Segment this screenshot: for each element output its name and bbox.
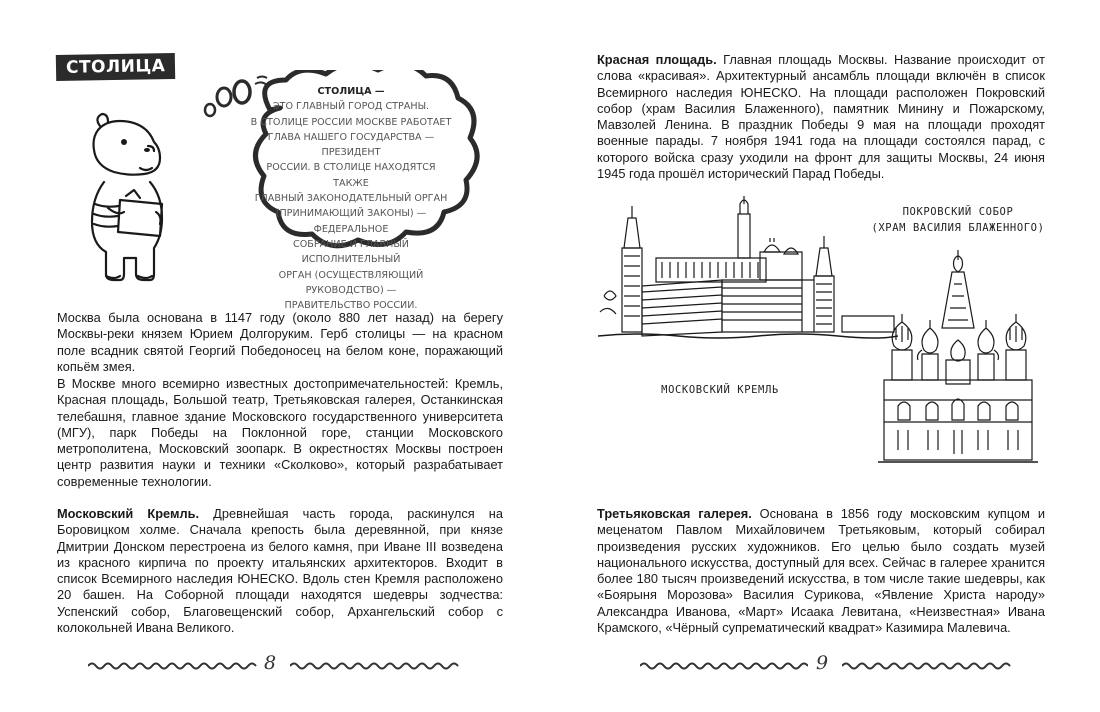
bubble-line: (ПРИНИМАЮЩИЙ ЗАКОНЫ) — ФЕДЕРАЛЬНОЕ <box>275 208 427 235</box>
cathedral-caption-title: ПОКРОВСКИЙ СОБОР <box>902 206 1014 218</box>
section-tag: СТОЛИЦА <box>56 53 176 81</box>
moscow-founding-paragraph: Москва была основана в 1147 году (около 880 лет назад) на берегу Москвы-реки князем Юрием Долгоруким. Герб столицы — на красном поле всадник святой Георгий Победоносец на белом коне, поражающий копьём змея. <box>57 310 503 374</box>
right-page <box>550 0 1100 712</box>
kremlin-caption: МОСКОВСКИЙ КРЕМЛЬ <box>661 384 779 396</box>
bubble-line: ПРАВИТЕЛЬСТВО РОССИИ. <box>284 300 418 312</box>
footer-wave-right-2 <box>842 655 1012 677</box>
kremlin-paragraph <box>57 506 503 636</box>
landmarks-paragraph: В Москве много всемирно известных достопримечательностей: Кремль, Красная площадь, Большой театр, Третьяковская галерея, Останкинская телебашня, главное здание Московского государственного университета (МГУ), парк Победы на Поклонной горе, станции Московского метрополитена, Московский зоопарк. В окрестностях Москвы построен центр развития науки и техники «Сколково», который разрабатывает современные технологии. <box>57 376 503 489</box>
page-number: 8 <box>264 652 277 674</box>
footer-wave-left <box>88 655 258 677</box>
kremlin-illustration <box>598 196 898 346</box>
bubble-title: СТОЛИЦА — <box>317 86 385 97</box>
bubble-line: ОРГАН (ОСУЩЕСТВЛЯЮЩИЙ <box>278 269 424 281</box>
bubble-line: ГЛАВА НАШЕГО ГОСУДАРСТВА — ПРЕЗИДЕНТ <box>267 131 435 159</box>
cathedral-caption-subtitle: (ХРАМ ВАСИЛИЯ БЛАЖЕННОГО) <box>871 222 1045 234</box>
tretyakov-paragraph <box>597 506 1045 636</box>
tretyakov-text: Основана в 1856 году московским купцом и меценатом Павлом Михайловичем Третьяковым, который собирал произведения русских художников. Его целью было создать музей национального искусства, доступный для всех. Сейчас в галерее хранится более 180 тысяч произведений искусства, в том числе такие шедевры, как «Боярыня Морозова» Василия Сурикова, «Явление Христа народу» Александра Иванова, «Март» Исаака Левитана, «Неизвестная» Ивана Крамского, «Чёрный супрематический квадрат» Казимира Малевича. <box>597 506 1045 636</box>
cathedral-illustration <box>878 250 1038 470</box>
footer-wave-right <box>640 655 808 677</box>
red-square-heading: Красная площадь. <box>597 52 717 67</box>
bubble-line: ГЛАВНЫЙ ЗАКОНОДАТЕЛЬНЫЙ ОРГАН <box>254 193 448 205</box>
tretyakov-heading: Третьяковская галерея. <box>597 506 752 521</box>
red-square-paragraph <box>597 52 1045 182</box>
kremlin-heading: Московский Кремль. <box>57 506 200 521</box>
bubble-line: СОБРАНИЕ И ГЛАВНЫЙ ИСПОЛНИТЕЛЬНЫЙ <box>293 238 409 266</box>
page-number: 9 <box>816 652 829 674</box>
footer-wave-left-2 <box>290 655 460 677</box>
bubble-line: В СТОЛИЦЕ РОССИИ МОСКВЕ РАБОТАЕТ <box>250 116 452 128</box>
bubble-line: РОССИИ. В СТОЛИЦЕ НАХОДЯТСЯ ТАКЖЕ <box>266 162 436 189</box>
bubble-line: ЭТО ГЛАВНЫЙ ГОРОД СТРАНЫ. <box>272 101 430 113</box>
red-square-text: Главная площадь Москвы. Название происходит от слова «красивая». Архитектурный ансамбль площади включён в список Всемирного наследия ЮНЕСКО. На площади расположен Покровский собор (храм Василия Блаженного), памятник Минину и Пожарскому, Мавзолей Ленина. В праздник Победы 9 мая на площади проходят военные парады. 7 ноября 1941 года на площади состоялся парад, с которого войска сразу уходили на фронт для защиты Москвы, 24 июня 1945 года прошёл исторический Парад Победы. <box>597 52 1045 182</box>
bubble-text <box>248 84 454 313</box>
kremlin-text: Древнейшая часть города, раскинулся на Боровицком холме. Сначала крепость была деревянной, при князе Дмитрии Донском перестроена из белого камня, при Иване III возведена из красного кирпича по проекту итальянских архитекторов. Входит в список Всемирного наследия ЮНЕСКО. Вдоль стен Кремля расположено 20 башен. На Соборной площади находятся шедевры зодчества: Успенский собор, Благовещенский собор, Архангельский собор с колокольней Ивана Великого. <box>57 506 503 636</box>
capybara-illustration <box>78 112 178 282</box>
bubble-line: РУКОВОДСТВО) — <box>305 284 397 296</box>
